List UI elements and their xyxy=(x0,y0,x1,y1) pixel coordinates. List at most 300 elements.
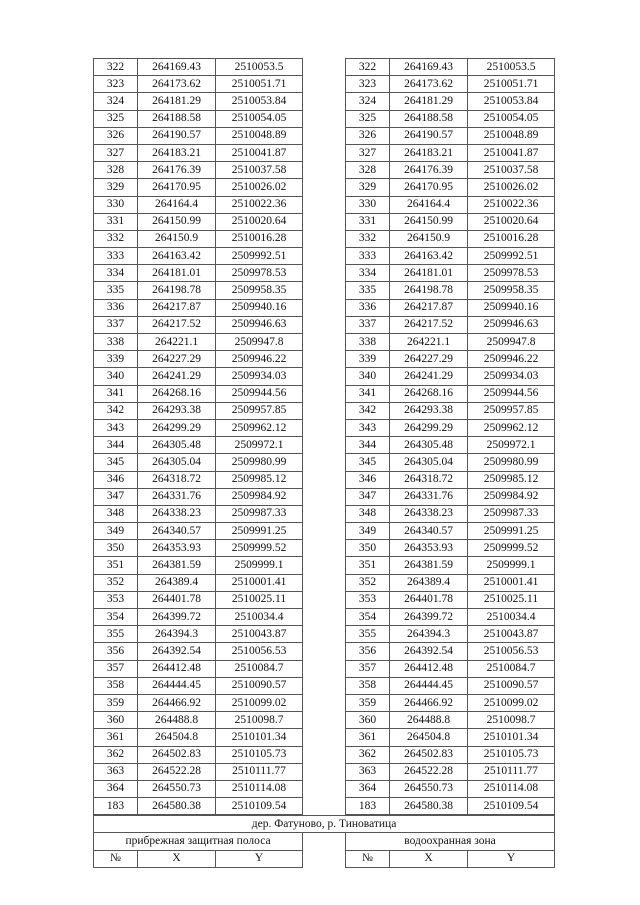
table-row xyxy=(94,488,555,505)
right-point-number: 352 xyxy=(346,574,390,591)
right-y-value: 2509946.63 xyxy=(468,316,555,333)
column-gap xyxy=(303,265,346,282)
left-x-value: 264504.8 xyxy=(138,729,216,746)
table-row xyxy=(94,179,555,196)
left-x-value: 264389.4 xyxy=(138,574,216,591)
table-row xyxy=(94,368,555,385)
left-x-value: 264173.62 xyxy=(138,76,216,93)
right-x-value: 264217.52 xyxy=(390,316,468,333)
right-point-number: 343 xyxy=(346,419,390,436)
left-x-value: 264150.9 xyxy=(138,230,216,247)
right-point-number: 327 xyxy=(346,144,390,161)
right-y-value: 2510053.5 xyxy=(468,59,555,76)
right-x-value: 264150.9 xyxy=(390,230,468,247)
left-point-number: 350 xyxy=(94,540,138,557)
left-point-number: 359 xyxy=(94,694,138,711)
right-y-value: 2510020.64 xyxy=(468,213,555,230)
left-y-value: 2509947.8 xyxy=(216,334,303,351)
right-point-number: 344 xyxy=(346,437,390,454)
right-point-number: 335 xyxy=(346,282,390,299)
column-gap xyxy=(303,179,346,196)
column-gap xyxy=(303,505,346,522)
left-y-value: 2509934.03 xyxy=(216,368,303,385)
left-x-value: 264183.21 xyxy=(138,144,216,161)
left-point-number: 352 xyxy=(94,574,138,591)
column-gap xyxy=(303,351,346,368)
right-y-value: 2510051.71 xyxy=(468,76,555,93)
left-point-number: 183 xyxy=(94,798,138,815)
left-x-value: 264241.29 xyxy=(138,368,216,385)
left-y-value: 2509980.99 xyxy=(216,454,303,471)
right-x-value: 264221.1 xyxy=(390,334,468,351)
left-point-number: 354 xyxy=(94,609,138,626)
right-point-number: 338 xyxy=(346,334,390,351)
left-point-number: 338 xyxy=(94,334,138,351)
left-y-value: 2510043.87 xyxy=(216,626,303,643)
table-row xyxy=(94,351,555,368)
left-x-value: 264392.54 xyxy=(138,643,216,660)
section-title: дер. Фатуново, р. Тиноватица xyxy=(94,816,555,833)
left-y-value: 2510105.73 xyxy=(216,746,303,763)
left-point-number: 328 xyxy=(94,162,138,179)
right-y-value: 2510105.73 xyxy=(468,746,555,763)
column-gap xyxy=(303,144,346,161)
right-point-number: 340 xyxy=(346,368,390,385)
right-point-number: 346 xyxy=(346,471,390,488)
left-x-value: 264399.72 xyxy=(138,609,216,626)
column-gap xyxy=(303,230,346,247)
right-x-value: 264170.95 xyxy=(390,179,468,196)
right-x-value: 264181.29 xyxy=(390,93,468,110)
right-x-value: 264227.29 xyxy=(390,351,468,368)
right-point-number: 339 xyxy=(346,351,390,368)
left-point-number: 355 xyxy=(94,626,138,643)
table-row xyxy=(94,230,555,247)
column-gap xyxy=(303,574,346,591)
right-point-number: 322 xyxy=(346,59,390,76)
right-y-value: 2509987.33 xyxy=(468,505,555,522)
right-point-number: 332 xyxy=(346,230,390,247)
left-x-value: 264401.78 xyxy=(138,591,216,608)
right-zone-title: водоохранная зона xyxy=(346,833,555,850)
left-y-value: 2510001.41 xyxy=(216,574,303,591)
left-x-value: 264176.39 xyxy=(138,162,216,179)
right-y-value: 2510048.89 xyxy=(468,127,555,144)
left-y-value: 2510034.4 xyxy=(216,609,303,626)
right-x-value: 264394.3 xyxy=(390,626,468,643)
table-row xyxy=(94,591,555,608)
right-x-value: 264340.57 xyxy=(390,523,468,540)
left-x-value: 264217.87 xyxy=(138,299,216,316)
left-point-number: 334 xyxy=(94,265,138,282)
column-gap xyxy=(303,248,346,265)
table-row xyxy=(94,626,555,643)
left-y-value: 2509944.56 xyxy=(216,385,303,402)
table-row xyxy=(94,316,555,333)
left-x-value: 264305.04 xyxy=(138,454,216,471)
table-row xyxy=(94,76,555,93)
left-x-value: 264522.28 xyxy=(138,763,216,780)
left-x-value: 264444.45 xyxy=(138,677,216,694)
right-point-number: 337 xyxy=(346,316,390,333)
column-gap xyxy=(303,729,346,746)
left-x-value: 264338.23 xyxy=(138,505,216,522)
right-y-value: 2509962.12 xyxy=(468,419,555,436)
right-point-number: 323 xyxy=(346,76,390,93)
right-y-value: 2509972.1 xyxy=(468,437,555,454)
left-y-value: 2510022.36 xyxy=(216,196,303,213)
table-row xyxy=(94,402,555,419)
left-point-number: 349 xyxy=(94,523,138,540)
left-x-value: 264164.4 xyxy=(138,196,216,213)
left-x-value: 264227.29 xyxy=(138,351,216,368)
left-y-value: 2510025.11 xyxy=(216,591,303,608)
coordinates-table xyxy=(93,58,555,815)
right-y-value: 2509957.85 xyxy=(468,402,555,419)
right-x-value: 264268.16 xyxy=(390,385,468,402)
left-point-number: 339 xyxy=(94,351,138,368)
table-row xyxy=(94,471,555,488)
left-x-value: 264550.73 xyxy=(138,780,216,797)
table-row xyxy=(94,505,555,522)
left-y-value: 2510026.02 xyxy=(216,179,303,196)
right-point-number: 351 xyxy=(346,557,390,574)
left-point-number: 335 xyxy=(94,282,138,299)
left-y-value: 2510053.84 xyxy=(216,93,303,110)
column-gap xyxy=(303,59,346,76)
right-point-number: 361 xyxy=(346,729,390,746)
right-y-value: 2510098.7 xyxy=(468,712,555,729)
right-point-number: 324 xyxy=(346,93,390,110)
column-gap xyxy=(303,591,346,608)
coordinates-document xyxy=(93,58,554,868)
right-y-value: 2510037.58 xyxy=(468,162,555,179)
table-row xyxy=(94,93,555,110)
column-gap xyxy=(303,540,346,557)
left-x-value: 264190.57 xyxy=(138,127,216,144)
left-point-number: 343 xyxy=(94,419,138,436)
left-y-value: 2510054.05 xyxy=(216,110,303,127)
right-x-value: 264198.78 xyxy=(390,282,468,299)
column-gap xyxy=(303,557,346,574)
right-x-value: 264580.38 xyxy=(390,798,468,815)
left-y-value: 2510098.7 xyxy=(216,712,303,729)
right-x-value: 264305.48 xyxy=(390,437,468,454)
right-point-number: 353 xyxy=(346,591,390,608)
left-x-value: 264466.92 xyxy=(138,694,216,711)
table-row xyxy=(94,127,555,144)
right-point-number: 359 xyxy=(346,694,390,711)
left-x-value: 264181.01 xyxy=(138,265,216,282)
table-row xyxy=(94,162,555,179)
right-y-value: 2509999.1 xyxy=(468,557,555,574)
table-row xyxy=(94,282,555,299)
column-gap xyxy=(303,162,346,179)
right-y-value: 2509940.16 xyxy=(468,299,555,316)
left-point-number: 324 xyxy=(94,93,138,110)
right-y-value: 2510001.41 xyxy=(468,574,555,591)
right-y-value: 2510109.54 xyxy=(468,798,555,815)
right-y-value: 2509999.52 xyxy=(468,540,555,557)
right-y-value: 2509991.25 xyxy=(468,523,555,540)
right-x-value: 264169.43 xyxy=(390,59,468,76)
left-x-value: 264381.59 xyxy=(138,557,216,574)
column-gap xyxy=(303,93,346,110)
right-y-value: 2510090.57 xyxy=(468,677,555,694)
right-y-value: 2509992.51 xyxy=(468,248,555,265)
column-gap xyxy=(303,368,346,385)
left-x-value: 264169.43 xyxy=(138,59,216,76)
left-point-number: 327 xyxy=(94,144,138,161)
left-x-value: 264170.95 xyxy=(138,179,216,196)
right-point-number: 364 xyxy=(346,780,390,797)
right-x-value: 264173.62 xyxy=(390,76,468,93)
right-y-value: 2509984.92 xyxy=(468,488,555,505)
table-row xyxy=(94,746,555,763)
left-point-number: 347 xyxy=(94,488,138,505)
right-x-value: 264190.57 xyxy=(390,127,468,144)
table-row xyxy=(94,780,555,797)
left-y-value: 2509985.12 xyxy=(216,471,303,488)
right-header-x: X xyxy=(390,850,468,867)
left-y-value: 2510101.34 xyxy=(216,729,303,746)
right-y-value: 2510101.34 xyxy=(468,729,555,746)
left-header-y: Y xyxy=(216,850,303,867)
left-point-number: 329 xyxy=(94,179,138,196)
table-row xyxy=(94,385,555,402)
right-y-value: 2510084.7 xyxy=(468,660,555,677)
left-x-value: 264268.16 xyxy=(138,385,216,402)
right-x-value: 264381.59 xyxy=(390,557,468,574)
right-x-value: 264183.21 xyxy=(390,144,468,161)
right-y-value: 2509934.03 xyxy=(468,368,555,385)
right-point-number: 342 xyxy=(346,402,390,419)
left-point-number: 322 xyxy=(94,59,138,76)
left-point-number: 362 xyxy=(94,746,138,763)
left-y-value: 2509946.63 xyxy=(216,316,303,333)
right-point-number: 329 xyxy=(346,179,390,196)
column-gap xyxy=(303,213,346,230)
right-x-value: 264488.8 xyxy=(390,712,468,729)
left-y-value: 2510109.54 xyxy=(216,798,303,815)
right-point-number: 355 xyxy=(346,626,390,643)
left-y-value: 2509992.51 xyxy=(216,248,303,265)
right-y-value: 2510114.08 xyxy=(468,780,555,797)
table-row xyxy=(94,334,555,351)
table-row xyxy=(94,213,555,230)
table-row xyxy=(94,609,555,626)
left-header-num: № xyxy=(94,850,138,867)
right-y-value: 2509985.12 xyxy=(468,471,555,488)
column-gap xyxy=(303,694,346,711)
left-x-value: 264331.76 xyxy=(138,488,216,505)
left-point-number: 345 xyxy=(94,454,138,471)
left-point-number: 363 xyxy=(94,763,138,780)
right-y-value: 2510026.02 xyxy=(468,179,555,196)
column-gap xyxy=(303,334,346,351)
left-y-value: 2509962.12 xyxy=(216,419,303,436)
right-y-value: 2510056.53 xyxy=(468,643,555,660)
left-point-number: 344 xyxy=(94,437,138,454)
right-x-value: 264331.76 xyxy=(390,488,468,505)
left-y-value: 2510037.58 xyxy=(216,162,303,179)
left-x-value: 264299.29 xyxy=(138,419,216,436)
left-y-value: 2509940.16 xyxy=(216,299,303,316)
table-row xyxy=(94,798,555,815)
left-x-value: 264580.38 xyxy=(138,798,216,815)
column-gap xyxy=(303,488,346,505)
left-x-value: 264150.99 xyxy=(138,213,216,230)
column-gap xyxy=(303,798,346,815)
left-point-number: 333 xyxy=(94,248,138,265)
left-x-value: 264340.57 xyxy=(138,523,216,540)
table-row xyxy=(94,540,555,557)
coordinates-table-body xyxy=(94,59,555,815)
right-x-value: 264399.72 xyxy=(390,609,468,626)
column-gap xyxy=(303,850,346,867)
table-row xyxy=(94,557,555,574)
left-point-number: 357 xyxy=(94,660,138,677)
right-point-number: 348 xyxy=(346,505,390,522)
table-row xyxy=(94,265,555,282)
left-point-number: 341 xyxy=(94,385,138,402)
left-x-value: 264394.3 xyxy=(138,626,216,643)
column-gap xyxy=(303,454,346,471)
left-point-number: 351 xyxy=(94,557,138,574)
table-row xyxy=(94,110,555,127)
right-x-value: 264188.58 xyxy=(390,110,468,127)
left-y-value: 2509999.52 xyxy=(216,540,303,557)
column-gap xyxy=(303,643,346,660)
table-row xyxy=(94,712,555,729)
column-gap xyxy=(303,299,346,316)
left-point-number: 342 xyxy=(94,402,138,419)
right-y-value: 2510041.87 xyxy=(468,144,555,161)
column-gap xyxy=(303,282,346,299)
right-point-number: 326 xyxy=(346,127,390,144)
column-gap xyxy=(303,746,346,763)
right-y-value: 2510043.87 xyxy=(468,626,555,643)
left-point-number: 361 xyxy=(94,729,138,746)
column-gap xyxy=(303,127,346,144)
left-y-value: 2510056.53 xyxy=(216,643,303,660)
left-point-number: 337 xyxy=(94,316,138,333)
left-x-value: 264412.48 xyxy=(138,660,216,677)
right-point-number: 350 xyxy=(346,540,390,557)
left-zone-title: прибрежная защитная полоса xyxy=(94,833,303,850)
right-x-value: 264217.87 xyxy=(390,299,468,316)
column-gap xyxy=(303,609,346,626)
table-row xyxy=(94,660,555,677)
table-row xyxy=(94,437,555,454)
column-gap xyxy=(303,626,346,643)
right-x-value: 264181.01 xyxy=(390,265,468,282)
right-y-value: 2510034.4 xyxy=(468,609,555,626)
column-gap xyxy=(303,316,346,333)
right-point-number: 333 xyxy=(346,248,390,265)
left-x-value: 264488.8 xyxy=(138,712,216,729)
right-y-value: 2509980.99 xyxy=(468,454,555,471)
right-y-value: 2510053.84 xyxy=(468,93,555,110)
right-point-number: 357 xyxy=(346,660,390,677)
right-header-y: Y xyxy=(468,850,555,867)
left-point-number: 346 xyxy=(94,471,138,488)
column-gap xyxy=(303,471,346,488)
right-point-number: 356 xyxy=(346,643,390,660)
left-y-value: 2509991.25 xyxy=(216,523,303,540)
right-x-value: 264241.29 xyxy=(390,368,468,385)
right-point-number: 336 xyxy=(346,299,390,316)
left-header-x: X xyxy=(138,850,216,867)
column-gap xyxy=(303,660,346,677)
right-y-value: 2509944.56 xyxy=(468,385,555,402)
column-gap xyxy=(303,833,346,850)
left-point-number: 332 xyxy=(94,230,138,247)
right-x-value: 264318.72 xyxy=(390,471,468,488)
right-x-value: 264353.93 xyxy=(390,540,468,557)
left-y-value: 2509999.1 xyxy=(216,557,303,574)
left-y-value: 2509946.22 xyxy=(216,351,303,368)
left-y-value: 2510041.87 xyxy=(216,144,303,161)
right-y-value: 2509946.22 xyxy=(468,351,555,368)
left-point-number: 353 xyxy=(94,591,138,608)
right-x-value: 264466.92 xyxy=(390,694,468,711)
right-x-value: 264392.54 xyxy=(390,643,468,660)
left-x-value: 264198.78 xyxy=(138,282,216,299)
right-x-value: 264412.48 xyxy=(390,660,468,677)
right-point-number: 354 xyxy=(346,609,390,626)
right-point-number: 341 xyxy=(346,385,390,402)
left-x-value: 264221.1 xyxy=(138,334,216,351)
table-row xyxy=(94,763,555,780)
left-point-number: 326 xyxy=(94,127,138,144)
column-gap xyxy=(303,402,346,419)
right-x-value: 264163.42 xyxy=(390,248,468,265)
right-x-value: 264444.45 xyxy=(390,677,468,694)
right-y-value: 2510111.77 xyxy=(468,763,555,780)
table-row xyxy=(94,729,555,746)
right-point-number: 331 xyxy=(346,213,390,230)
left-x-value: 264188.58 xyxy=(138,110,216,127)
right-x-value: 264293.38 xyxy=(390,402,468,419)
left-x-value: 264353.93 xyxy=(138,540,216,557)
left-y-value: 2509958.35 xyxy=(216,282,303,299)
table-row xyxy=(94,694,555,711)
left-y-value: 2510051.71 xyxy=(216,76,303,93)
right-x-value: 264164.4 xyxy=(390,196,468,213)
right-x-value: 264401.78 xyxy=(390,591,468,608)
right-x-value: 264305.04 xyxy=(390,454,468,471)
right-x-value: 264502.83 xyxy=(390,746,468,763)
right-x-value: 264299.29 xyxy=(390,419,468,436)
left-point-number: 358 xyxy=(94,677,138,694)
right-y-value: 2509958.35 xyxy=(468,282,555,299)
right-x-value: 264150.99 xyxy=(390,213,468,230)
left-x-value: 264293.38 xyxy=(138,402,216,419)
left-y-value: 2509957.85 xyxy=(216,402,303,419)
column-gap xyxy=(303,712,346,729)
right-y-value: 2510099.02 xyxy=(468,694,555,711)
table-row xyxy=(94,574,555,591)
right-x-value: 264504.8 xyxy=(390,729,468,746)
left-point-number: 364 xyxy=(94,780,138,797)
column-gap xyxy=(303,196,346,213)
right-y-value: 2510054.05 xyxy=(468,110,555,127)
right-point-number: 358 xyxy=(346,677,390,694)
left-y-value: 2509972.1 xyxy=(216,437,303,454)
table-row xyxy=(94,523,555,540)
column-gap xyxy=(303,385,346,402)
